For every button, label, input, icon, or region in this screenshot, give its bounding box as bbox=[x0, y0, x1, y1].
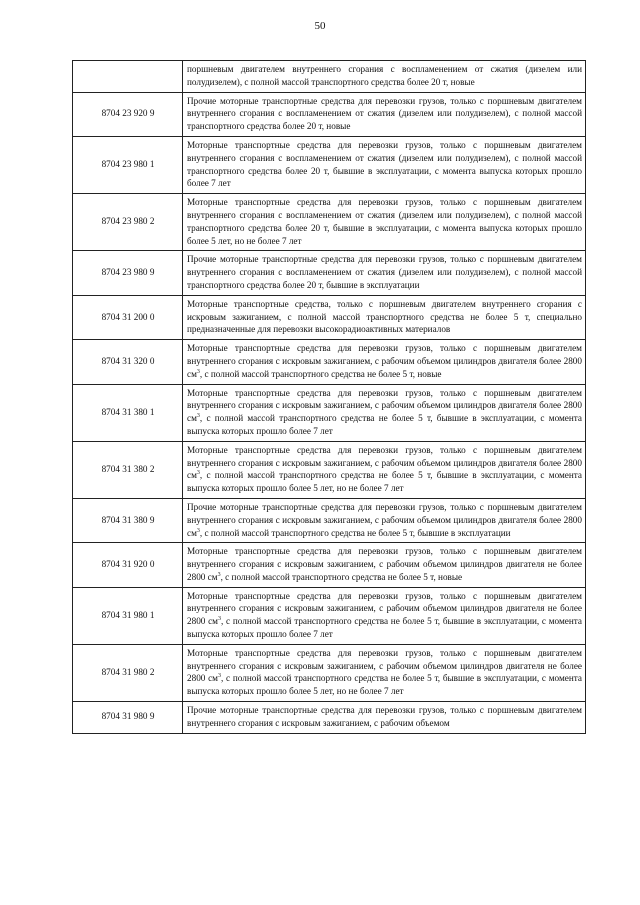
description-cell: Прочие моторные транспортные средства для перевозки грузов, только с поршневым двигателем внутреннего сгорания с искровым зажиганием, с рабочим объемом bbox=[183, 702, 586, 734]
superscript: 3 bbox=[218, 673, 221, 680]
table-row bbox=[73, 136, 586, 193]
table-row bbox=[73, 702, 586, 734]
superscript: 3 bbox=[196, 527, 200, 534]
description-cell: Моторные транспортные средства, только с поршневым двигателем внутреннего сгорания с искровым зажиганием, с полной массой транспортного средства не более 5 т, специально предназначенные для перевозки высокорадиоактивных материалов bbox=[183, 295, 586, 339]
tariff-code-cell: 8704 23 980 2 bbox=[73, 194, 183, 251]
tariff-code-cell: 8704 23 920 9 bbox=[73, 92, 183, 136]
description-cell: Моторные транспортные средства для перевозки грузов, только с поршневым двигателем внутреннего сгорания с воспламенением от сжатия (дизелем или полудизелем), с полной массой транспортного средства более 20 т, бывшие в эксплуатации, с момента выпуска которых прошло более 7 лет bbox=[183, 136, 586, 193]
superscript: 3 bbox=[196, 413, 200, 420]
description-cell: Моторные транспортные средства для перевозки грузов, только с поршневым двигателем внутреннего сгорания с искровым зажиганием, с рабочим объемом цилиндров двигателя более 2800 $см^3$, с полной массой транспортного средства не более 5 т, новые bbox=[183, 340, 586, 384]
table-row bbox=[73, 340, 586, 384]
table-row bbox=[73, 587, 586, 644]
table-row bbox=[73, 644, 586, 701]
table-row bbox=[73, 92, 586, 136]
tariff-code-cell: 8704 31 920 0 bbox=[73, 543, 183, 587]
table-row bbox=[73, 543, 586, 587]
tariff-code-cell bbox=[73, 61, 183, 93]
tariff-code-cell: 8704 23 980 9 bbox=[73, 251, 183, 295]
description-cell: Моторные транспортные средства для перевозки грузов, только с поршневым двигателем внутреннего сгорания с искровым зажиганием, с рабочим объемом цилиндров двигателя более 2800 $см^3$, с полной массой транспортного средства не более 5 т, бывшие в эксплуатации, с момента выпуска которых прошло более 5 лет, но не более 7 лет bbox=[183, 441, 586, 498]
superscript: 3 bbox=[218, 616, 221, 623]
tariff-code-cell: 8704 23 980 1 bbox=[73, 136, 183, 193]
description-cell: Моторные транспортные средства для перевозки грузов, только с поршневым двигателем внутреннего сгорания с воспламенением от сжатия (дизелем или полудизелем), с полной массой транспортного средства более 20 т, бывшие в эксплуатации, с момента выпуска которых прошло более 5 лет, но не более 7 лет bbox=[183, 194, 586, 251]
tariff-code-cell: 8704 31 980 1 bbox=[73, 587, 183, 644]
tariff-code-table bbox=[72, 60, 586, 734]
tariff-code-cell: 8704 31 320 0 bbox=[73, 340, 183, 384]
description-cell: Моторные транспортные средства для перевозки грузов, только с поршневым двигателем внутреннего сгорания с искровым зажиганием, с рабочим объемом цилиндров двигателя более 2800 $см^3$, с полной массой транспортного средства не более 5 т, бывшие в эксплуатации, с момента выпуска которых прошло более 7 лет bbox=[183, 384, 586, 441]
description-cell: Прочие моторные транспортные средства для перевозки грузов, только с поршневым двигателем внутреннего сгорания с воспламенением от сжатия (дизелем или полудизелем), с полной массой транспортного средства более 20 т, новые bbox=[183, 92, 586, 136]
table-row bbox=[73, 295, 586, 339]
tariff-code-cell: 8704 31 200 0 bbox=[73, 295, 183, 339]
table-row bbox=[73, 251, 586, 295]
tariff-code-cell: 8704 31 980 9 bbox=[73, 702, 183, 734]
superscript: 3 bbox=[196, 368, 200, 375]
superscript: 3 bbox=[196, 470, 200, 477]
description-cell: Моторные транспортные средства для перевозки грузов, только с поршневым двигателем внутреннего сгорания с искровым зажиганием, с рабочим объемом цилиндров двигателя не более 2800 $см^3$, с полной массой транспортного средства не более 5 т, бывшие в эксплуатации, с момента выпуска которых прошло более 7 лет bbox=[183, 587, 586, 644]
page-number: 50 bbox=[314, 20, 326, 32]
table-body bbox=[73, 61, 586, 734]
table-row bbox=[73, 194, 586, 251]
description-cell: Моторные транспортные средства для перевозки грузов, только с поршневым двигателем внутреннего сгорания с искровым зажиганием, с рабочим объемом цилиндров двигателя не более 2800 $см^3$, с полной массой транспортного средства не более 5 т, бывшие в эксплуатации, с момента выпуска которых прошло более 5 лет, но не более 7 лет bbox=[183, 644, 586, 701]
tariff-code-cell: 8704 31 380 1 bbox=[73, 384, 183, 441]
table-row bbox=[73, 498, 586, 542]
description-cell: Моторные транспортные средства для перевозки грузов, только с поршневым двигателем внутреннего сгорания с искровым зажиганием, с рабочим объемом цилиндров двигателя не более 2800 $см^3$, с полной массой транспортного средства не более 5 т, новые bbox=[183, 543, 586, 587]
description-cell: Прочие моторные транспортные средства для перевозки грузов, только с поршневым двигателем внутреннего сгорания с искровым зажиганием, с рабочим объемом цилиндров двигателя более 2800 $см^3$, с полной массой транспортного средства не более 5 т, бывшие в эксплуатации bbox=[183, 498, 586, 542]
tariff-code-cell: 8704 31 380 9 bbox=[73, 498, 183, 542]
table-row bbox=[73, 384, 586, 441]
tariff-code-cell: 8704 31 980 2 bbox=[73, 644, 183, 701]
description-cell: Прочие моторные транспортные средства для перевозки грузов, только с поршневым двигателем внутреннего сгорания с воспламенением от сжатия (дизелем или полудизелем), с полной массой транспортного средства более 20 т, бывшие в эксплуатации bbox=[183, 251, 586, 295]
description-cell: поршневым двигателем внутреннего сгорания с воспламенением от сжатия (дизелем или полудизелем), с полной массой транспортного средства более 20 т, новые bbox=[183, 61, 586, 93]
tariff-code-cell: 8704 31 380 2 bbox=[73, 441, 183, 498]
superscript: 3 bbox=[217, 571, 221, 578]
table-row bbox=[73, 61, 586, 93]
table-row bbox=[73, 441, 586, 498]
